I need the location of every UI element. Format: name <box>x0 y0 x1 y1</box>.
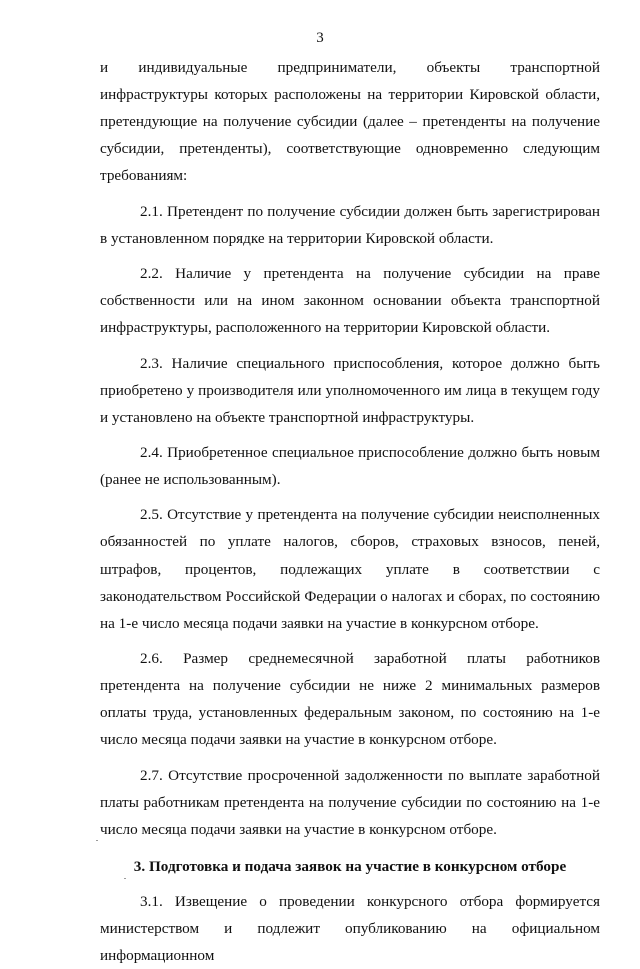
scan-speck <box>96 840 98 841</box>
document-body <box>100 54 600 969</box>
section-heading: 3. Подготовка и подача заявок на участие в конкурсном отборе <box>133 857 567 875</box>
paragraph-2-3: 2.3. Наличие специального приспособления, которое должно быть приобретено у производителя или уполномоченного им лица в текущем году и установлено на объекте транспортной инфраструктуры. <box>100 354 600 426</box>
paragraph-2-5: 2.5. Отсутствие у претендента на получение субсидии неисполненных обязанностей по уплате налогов, сборов, страховых взносов, пеней, штрафов, процентов, подлежащих уплате в соответствии с законодательством Российской Федерации о налогах и сборах, по состоянию на 1-е число месяца подачи заявки на участие в конкурсном отборе. <box>100 506 600 632</box>
paragraph-2-2: 2.2. Наличие у претендента на получение субсидии на праве собственности или на ином законном основании объекта транспортной инфраструктуры, расположенного на территории Кировской области. <box>100 265 600 337</box>
paragraph-2-6: 2.6. Размер среднемесячной заработной платы работников претендента на получение субсидии не ниже 2 минимальных размеров оплаты труда, установленных федеральным законом, по состоянию на 1-е число месяца подачи заявки на участие в конкурсном отборе. <box>100 650 600 749</box>
scan-speck <box>124 878 126 879</box>
paragraph-3-1: 3.1. Извещение о проведении конкурсного отбора формируется министерством и подлежит опубликованию на официальном информационном <box>100 893 600 965</box>
paragraph-2-1: 2.1. Претендент по получение субсидии должен быть зарегистрирован в установленном порядке на территории Кировской области. <box>100 202 600 247</box>
page-number: 3 <box>316 30 324 46</box>
paragraph-continuation: и индивидуальные предприниматели, объекты транспортной инфраструктуры которых расположены на территории Кировской области, претендующие на получение субсидии (далее – претенденты на получение субсидии, претенденты), соответствующие одновременно следующим требованиям: <box>100 59 600 185</box>
paragraph-2-4: 2.4. Приобретенное специальное приспособление должно быть новым (ранее не использованным). <box>100 443 600 489</box>
paragraph-2-7: 2.7. Отсутствие просроченной задолженности по выплате заработной платы работникам претендента на получение субсидии по состоянию на 1-е число месяца подачи заявки на участие в конкурсном отборе. <box>100 766 600 838</box>
